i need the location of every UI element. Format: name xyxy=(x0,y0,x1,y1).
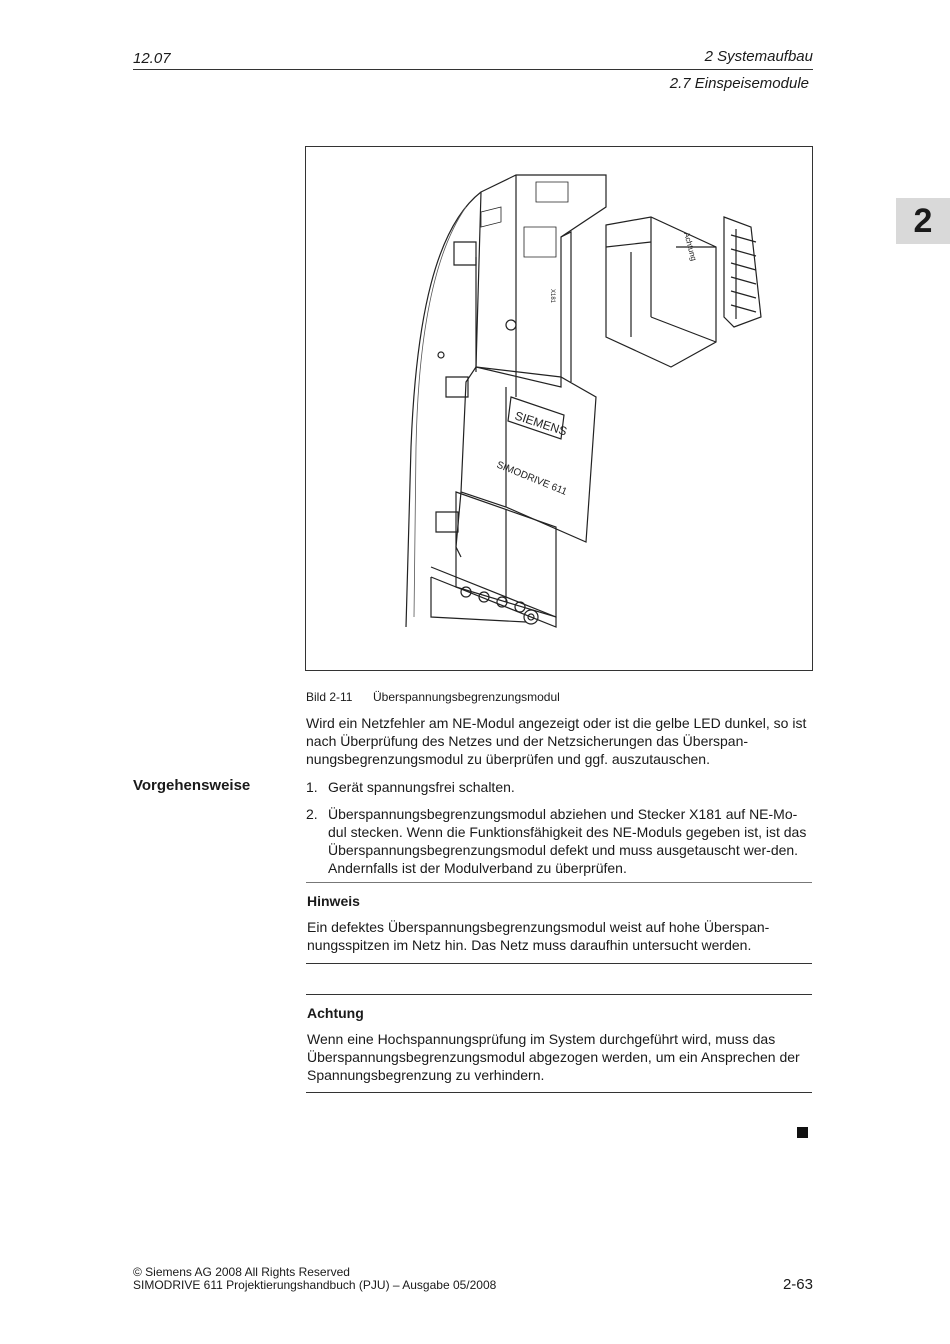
step-number: 2. xyxy=(306,806,318,822)
achtung-title: Achtung xyxy=(307,1005,364,1021)
header-chapter: 2 Systemaufbau xyxy=(704,48,813,65)
brand-label: SIEMENS xyxy=(513,408,569,439)
side-heading: Vorgehensweise xyxy=(133,777,251,794)
achtung-text: Wenn eine Hochspannungsprüfung im System durchgeführt wird, muss das Überspannungsbegrenzungsmodul abgezogen werden, um ein Ansprechen der Spannungsbegrenzung zu verhindern. xyxy=(307,1031,800,1083)
intro-paragraph: Wird ein Netzfehler am NE-Modul angezeigt oder ist die gelbe LED dunkel, so ist nach Überprüfung des Netzes und der Netzsicherungen das Überspan-nungsbegrenzungsmodul zu überprüfen und ggf. auszutauschen. xyxy=(306,715,807,767)
achtung-top-rule xyxy=(306,994,812,995)
connector-label: X181 xyxy=(549,289,555,304)
module-illustration xyxy=(306,147,812,670)
header-version: 12.07 xyxy=(133,50,171,67)
footer-manual: SIMODRIVE 611 Projektierungshandbuch (PJU) – Ausgabe 05/2008 xyxy=(133,1278,497,1292)
module-warning-title: Achtung xyxy=(682,231,699,262)
product-label: SIMODRIVE 611 xyxy=(494,459,569,498)
list-item xyxy=(306,805,812,877)
step-text: Gerät spannungsfrei schalten. xyxy=(328,779,515,795)
page-number: 2-63 xyxy=(782,1276,813,1293)
hinweis-title: Hinweis xyxy=(307,893,360,909)
figure-frame xyxy=(305,146,813,671)
hinweis-top-rule xyxy=(306,882,812,883)
header-section: 2.7 Einspeisemodule xyxy=(669,75,809,92)
figure-caption-label: Bild 2-11 xyxy=(306,690,353,704)
achtung-bottom-rule xyxy=(306,1092,812,1093)
hinweis-text: Ein defektes Überspannungsbegrenzungsmodul weist auf hohe Überspan-nungsspitzen im Netz hin. Das Netz muss daraufhin untersucht werden. xyxy=(307,919,770,953)
hinweis-bottom-rule xyxy=(306,963,812,964)
step-text: Überspannungsbegrenzungsmodul abziehen und Stecker X181 auf NE-Mo-dul stecken. Wenn die Funktionsfähigkeit des NE-Moduls gegeben ist, ist das Überspannungsbegrenzungsmodul defekt und muss ausgetauscht wer-den. Andernfalls ist der Modulverband zu überprüfen. xyxy=(328,806,807,876)
figure-caption-text: Überspannungsbegrenzungsmodul xyxy=(373,690,560,704)
step-number: 1. xyxy=(306,779,318,795)
footer-copyright: © Siemens AG 2008 All Rights Reserved xyxy=(133,1265,350,1279)
header-rule xyxy=(133,69,813,70)
section-end-marker xyxy=(797,1127,808,1138)
list-item xyxy=(306,778,812,796)
chapter-tab: 2 xyxy=(896,198,950,244)
